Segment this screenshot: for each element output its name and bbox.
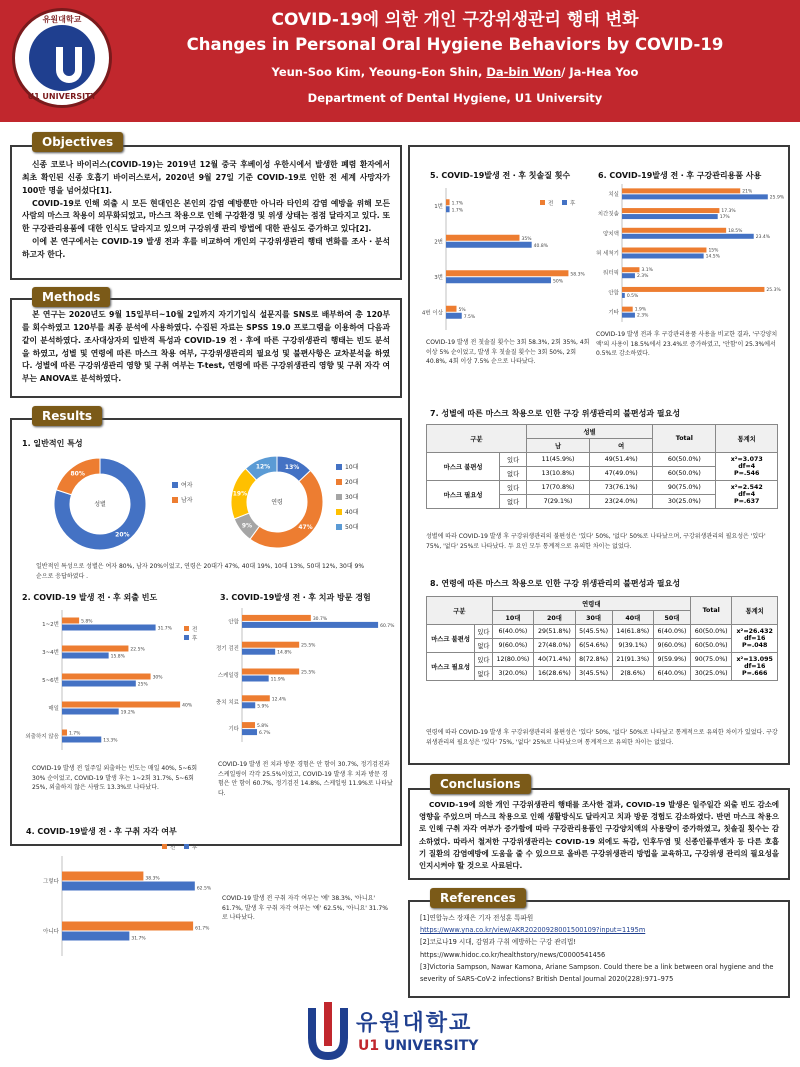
bar-value-label: 1.7% — [69, 731, 81, 737]
bar-value-label: 58.3% — [570, 272, 585, 278]
t7-h-male: 남 — [526, 439, 589, 453]
title-english: Changes in Personal Oral Hygiene Behaviors by COVID-19 — [186, 35, 724, 54]
bar-value-label: 23.4% — [755, 234, 771, 240]
bar-value-label: 15% — [708, 248, 719, 254]
footer-name-english: U1 UNIVERSITY — [358, 1038, 479, 1054]
objectives-p3: 이에 본 연구에서는 COVID-19 발생 전과 후를 비교하여 개인의 구강위생관리 행태 변화를 조사・분석하고자 한다. — [22, 237, 390, 260]
objectives-box — [10, 145, 402, 280]
s8-caption: 연령에 따라 COVID-19 발생 후 구강위생관리의 불편성은 '있다' 50%, '없다' 50%로 나타났고 통계적으로 유의한 차이가 있었다. 구강위생관리의 필요성은 '있다' 75%, '없다' 25%로 나타났으며 통계적으로 유의한 차이는 없었다. — [426, 729, 778, 746]
bar — [62, 737, 101, 743]
pie-slice-label: 19% — [232, 490, 248, 498]
ref-1-text: [1]연합뉴스 장재은 기자 전성훈 특파원 — [420, 914, 534, 922]
table-gender — [426, 424, 778, 509]
bar-value-label: 15.8% — [110, 654, 125, 660]
legend-label: 후 — [192, 636, 198, 642]
bar-value-label: 6.7% — [259, 731, 271, 737]
t8-h-age: 연령대 — [492, 597, 690, 611]
bar-value-label: 0.5% — [626, 293, 639, 299]
table-row: 마스크 필요성 있다 17(70.8%) 73(76.1%) 90(75.0%) x²=2.542 df=4 P=.637 — [427, 481, 778, 495]
references-box — [408, 900, 790, 998]
department: Department of Dental Hygiene, U1 University — [307, 91, 603, 105]
bar-category-label: 기타 — [608, 310, 619, 317]
bar-category-label: 1~2번 — [42, 622, 59, 628]
pie-slice-label: 47% — [298, 524, 313, 532]
bar-category-label: 4번 이상 — [421, 310, 443, 317]
s5-title: 5. COVID-19발생 전・후 칫솔질 횟수 — [430, 171, 571, 180]
pie-center-label: 연령 — [271, 499, 283, 506]
bar-value-label: 60.7% — [380, 623, 395, 629]
t8-h-stat: 통계치 — [732, 597, 778, 625]
bar-value-label: 61.7% — [195, 926, 210, 932]
bar — [446, 306, 457, 312]
bar-category-label: 양치액 — [603, 231, 619, 238]
bar-value-label: 5% — [458, 307, 466, 313]
bar-category-label: 스케일링 — [217, 673, 239, 679]
bar-value-label: 35% — [521, 236, 532, 242]
bar-value-label: 19.2% — [120, 710, 135, 716]
legend-label: 전 — [170, 845, 176, 851]
bar — [242, 615, 311, 621]
t7-h-stat: 통계치 — [716, 425, 778, 453]
s8-title: 8. 연령에 따른 마스크 착용으로 인한 구강 위생관리의 불편성과 필요성 — [430, 579, 681, 588]
bar-value-label: 2.3% — [636, 313, 649, 319]
bar — [622, 248, 706, 253]
bar-category-label: 치간칫솔 — [597, 211, 619, 218]
bar-category-label: 2번 — [434, 239, 443, 246]
s6-title: 6. COVID-19발생 전・후 구강관리용품 사용 — [598, 171, 762, 180]
bar — [62, 681, 136, 687]
conclusions-box — [408, 788, 790, 880]
bar-value-label: 30.7% — [312, 616, 328, 622]
bar — [242, 642, 299, 648]
bar-value-label: 1.9% — [634, 307, 647, 313]
bar — [62, 653, 109, 659]
bar-value-label: 31.7% — [131, 936, 146, 942]
bar-category-label: 워터픽 — [603, 270, 619, 277]
bar-category-label: 매일 — [48, 706, 59, 712]
bar — [62, 922, 193, 931]
bar-category-label: 정기 검진 — [215, 646, 239, 653]
bar-value-label: 17% — [719, 215, 730, 221]
bar-category-label: 그렇다 — [43, 879, 59, 885]
bar — [242, 702, 255, 708]
ref-2-link[interactable]: https://www.hidoc.co.kr/healthstory/news/C0000541456 — [420, 950, 606, 959]
table-row: 마스크 필요성 있다 12(80.0%) 40(71.4%) 8(72.8%) 21(91.3%) 9(59.9%) 90(75.0%) x²=13.095 df=16 P=.666 — [427, 653, 778, 667]
legend-swatch — [184, 626, 189, 631]
bar — [242, 622, 378, 628]
bar-value-label: 1.7% — [451, 208, 464, 214]
s6-caption: COVID-19 발생 전과 후 구강관리용품 사용을 비교한 결과, '구강양치액'의 사용이 18.5%에서 23.4%로 증가하였고, '안함'이 25.3%에서 0.5%로 감소하였다. — [596, 331, 778, 358]
legend-swatch — [184, 844, 189, 849]
bar-value-label: 12.4% — [271, 697, 287, 703]
bar-value-label: 30% — [152, 675, 163, 681]
footer-university-logo — [300, 1002, 500, 1064]
bar — [446, 242, 532, 248]
pie-age-legend: 10대 20대 30대 40대 50대 — [336, 462, 358, 537]
presenting-author: Da-bin Won — [486, 65, 562, 79]
bar-value-label: 5.9% — [257, 704, 269, 710]
bar-chart-oral-products — [592, 180, 788, 326]
s7-caption: 성별에 따라 COVID-19 발생 후 구강위생관리의 불편성은 '있다' 50%, '없다' 50%로 나타났으며, 구강위생관리의 필요성은 '있다' 75%, '없다' 25%로 나타났다. 두 요인 모두 통계적으로 유의한 차이는 없었다. — [426, 533, 766, 550]
bar — [622, 214, 718, 219]
legend-label: 전 — [548, 201, 554, 207]
pie-gender-legend: 여자 남자 — [172, 480, 193, 510]
bar-value-label: 2.3% — [636, 274, 649, 280]
bar — [622, 313, 635, 318]
t7-h-total: Total — [653, 425, 716, 453]
bar — [622, 208, 719, 213]
objectives-p2: COVID-19로 인해 외출 시 모든 현대인은 본인의 감염 예방뿐만 아니라 타인의 감염 예방을 위해 모든 사람의 마스크 착용이 의무화되었고, 마스크 착용으로 인해 구강환경 및 위생 상태는 점점 달라지고 있다. 또한 구강관리용품에 대한 인식도 달라지고 있으며 구강위생 관리 방법에 대한 관심도 증가하고 있다[2]. — [22, 198, 390, 234]
bar-value-label: 62.5% — [196, 886, 212, 892]
pie-slice-label: 9% — [241, 522, 253, 530]
pie-slice-label: 80% — [70, 470, 85, 478]
s7-title: 7. 성별에 따른 마스크 착용으로 인한 구강 위생관리의 불편성과 필요성 — [430, 409, 681, 418]
s3-title: 3. COVID-19발생 전・후 치과 방문 경험 — [220, 593, 371, 602]
bar — [622, 307, 633, 312]
bar — [62, 730, 67, 736]
pie-slice-label: 12% — [255, 463, 271, 471]
objectives-p1: 신종 코로나 바이러스(COVID-19)는 2019년 12월 중국 후베이성 우한시에서 발생한 폐렴 환자에서 최초 확인된 신종 호흡기 바이러스로서, 2020년 9월 27일 기준 COVID-19로 인한 전 세계 사망자가 100만 명을 넘어섰다[1]. — [22, 160, 390, 195]
logo-top-text: 유원대학교 — [42, 15, 82, 24]
bar — [622, 293, 625, 298]
authors: Yeun-Soo Kim, Yeoung-Eon Shin, Da-bin Won/ Ja-Hea Yoo — [271, 65, 639, 79]
bar — [622, 194, 768, 199]
t8-h-total: Total — [690, 597, 732, 625]
pie-slice-label: 20% — [115, 531, 130, 539]
bar — [242, 729, 257, 735]
table-row: 없다 3(20.0%) 16(28.6%) 3(45.5%) 2(8.6%) 6(40.0%) 30(25.0%) — [427, 667, 778, 681]
bar-category-label: 충치 치료 — [215, 699, 239, 706]
conclusions-text: COVID-19에 의한 개인 구강위생관리 행태를 조사한 결과, COVID-19 발생은 일주일간 외출 빈도 감소에 영향을 주었으며 마스크 착용으로 인해 생활방식도 달라지고 치과 방문 경험도 감소하였다. 반면 마스크 착용으로 인해 구취 자각 여부가 증가함에 따라 구강관리용품인 구강양치액의 사용량이 증가하였고, 칫솔질 횟수는 감소하였다. 따라서 철저한 구강위생관리는 COVID-19 외에도 독감, 인후두염 및 신종인플루엔자 등 다른 호흡기 질환의 감염예방에 도움을 줄 수 있으므로 올바른 구강위생관리 방법을 교육하고, 구강위생 관리의 필요성을 인지시켜야 할 것으로 사료된다. — [419, 800, 779, 871]
bar — [62, 674, 151, 680]
s1-title: 1. 일반적인 특성 — [22, 439, 83, 448]
bar — [62, 932, 129, 941]
bar-value-label: 1.7% — [451, 201, 464, 207]
logo-bottom-text: U1 UNIVERSITY — [27, 92, 97, 101]
methods-text: 본 연구는 2020년도 9월 15일부터~10월 2일까지 자기기입식 설문지를 SNS로 배부하여 총 120부를 회수하였고 120부를 최종 분석에 사용하였다. 수집된 자료는 SPSS 19.0 프로그램을 이용하여 다음과 같이 분석하였다. 조사대상자의 일반적 특성과 COVID-19 전・후에 따른 구강위생관리 행태는 빈도 분석을 하였고, 성별 및 연령에 따른 마스크 착용 여부, 구강위생관리의 필요성 및 불편사항은 교차분석을 하였다. 성별에 따른 구강위생관리 영향 및 구취 여부는 T-test, 연령에 따른 구강위생관리 영향 및 구취 자각 여부는 ANOVA로 분석하였다. — [22, 310, 390, 384]
bar-value-label: 25.5% — [301, 643, 316, 649]
bar-value-label: 40.8% — [533, 243, 548, 249]
bar-category-label: 아니다 — [43, 929, 59, 935]
bar-value-label: 5.8% — [257, 724, 269, 730]
bar-category-label: 3번 — [434, 274, 443, 281]
bar-value-label: 40% — [182, 703, 193, 709]
bar — [62, 618, 79, 624]
bar — [622, 273, 635, 278]
bar-value-label: 31.7% — [157, 626, 172, 632]
bar-chart-brushing — [418, 184, 588, 334]
bar — [446, 270, 568, 276]
s3-caption: COVID-19 발생 전 치과 방문 경험은 안 함이 30.7%, 정기검진과 스케일링이 각각 25.5%이었고, COVID-19 발생 후 치과 방문 경험은 안 함이 60.7%, 정기검진 14.8%, 스케일링 11.9%로 나타났다. — [218, 761, 393, 797]
objectives-tag: Objectives — [32, 132, 123, 152]
s1-caption: 일반적인 특성으로 성별은 여자 80%, 남자 20%이었고, 연령은 20대가 47%, 40대 19%, 10대 13%, 50대 12%, 30대 9% 순으로 응답하였다 . — [36, 563, 365, 580]
bar-value-label: 14.5% — [705, 254, 720, 260]
ref-1-link[interactable]: https://www.yna.co.kr/view/AKR20200928001500109?input=1195m — [420, 926, 646, 935]
legend-label: 후 — [570, 201, 576, 207]
table-row: 마스크 불편성 있다 11(45.9%) 49(51.4%) 60(50.0%) x²=3.073 df=4 P=.546 — [427, 453, 778, 467]
table-row: 없다 7(29.1%) 23(24.0%) 30(25.0%) — [427, 495, 778, 509]
bar — [62, 882, 195, 891]
bar-chart-dental-visit — [210, 606, 395, 746]
pie-slice — [250, 471, 323, 548]
bar — [622, 254, 704, 259]
conclusions-tag: Conclusions — [430, 774, 531, 794]
footer-name-korean: 유원대학교 — [356, 1011, 473, 1036]
t7-h-female: 여 — [590, 439, 653, 453]
university-seal-logo — [12, 8, 112, 108]
university-u-mark-icon — [306, 1002, 350, 1062]
bar-value-label: 14.8% — [277, 650, 292, 656]
legend-swatch — [540, 200, 545, 205]
methods-tag: Methods — [32, 287, 110, 307]
title-korean: COVID-19에 의한 개인 구강위생관리 행태 변화 — [271, 10, 639, 30]
bar — [622, 228, 726, 233]
s5-caption: COVID-19 발생 전 칫솔질 횟수는 3회 58.3%, 2회 35%, 4회 이상 5% 순이었고, 발생 후 칫솔질 횟수는 3회 50%, 2회 40.8%, 4회 이상 7.5% 순으로 나타났다. — [426, 339, 590, 366]
bar — [622, 287, 764, 292]
bar-chart-halitosis — [22, 840, 212, 960]
pie-gender-chart — [38, 452, 168, 552]
bar — [62, 709, 119, 715]
bar — [242, 649, 275, 655]
bar-category-label: 안함 — [228, 619, 239, 626]
bar-value-label: 25.9% — [769, 195, 785, 201]
methods-box — [10, 298, 402, 398]
bar-value-label: 3.1% — [641, 268, 653, 274]
legend-label: 후 — [192, 845, 198, 851]
s4-caption: COVID-19 발생 전 구취 자각 여부는 '예' 38.3%, '아니요' 61.7%, 발생 후 구취 자각 여부는 '예' 62.5%, '아니요' 31.7%로 나타났다. — [222, 895, 388, 922]
bar-category-label: 혀 세척기 — [595, 251, 619, 257]
bar-value-label: 17.3% — [721, 209, 736, 215]
t8-h-group: 구분 — [427, 597, 493, 625]
bar — [622, 234, 754, 239]
pie-center-label: 성별 — [94, 501, 106, 508]
bar-value-label: 50% — [553, 279, 564, 285]
bar-value-label: 7.5% — [463, 314, 476, 320]
bar — [62, 702, 180, 708]
t7-h-group: 구분 — [427, 425, 527, 453]
bar-category-label: 기타 — [228, 726, 239, 733]
bar-chart-outing — [22, 606, 202, 754]
bar-value-label: 21% — [742, 189, 753, 195]
bar-category-label: 안함 — [608, 290, 619, 297]
bar — [62, 625, 156, 631]
legend-swatch — [562, 200, 567, 205]
bar — [62, 646, 128, 652]
bar — [622, 188, 740, 193]
table-row: 마스크 불편성 있다 6(40.0%) 29(51.8%) 5(45.5%) 14(61.8%) 6(40.0%) 60(50.0%) x²=26.432 df=16 P=.048 — [427, 625, 778, 639]
bar — [242, 722, 255, 728]
bar — [446, 199, 450, 205]
legend-label: 전 — [192, 627, 198, 633]
t7-h-gender: 성별 — [526, 425, 652, 439]
table-row: 없다 9(60.0%) 27(48.0%) 6(54.6%) 9(39.1%) 9(60.0%) 60(50.0%) — [427, 639, 778, 653]
bar-value-label: 18.5% — [728, 228, 743, 234]
bar-value-label: 13.3% — [103, 738, 118, 744]
s2-title: 2. COVID-19 발생 전・후 외출 빈도 — [22, 593, 158, 602]
bar-value-label: 11.9% — [270, 677, 285, 683]
bar-value-label: 5.8% — [81, 619, 93, 625]
bar — [242, 695, 270, 701]
bar-category-label: 치실 — [608, 191, 619, 198]
bar — [446, 277, 551, 283]
bar — [446, 206, 450, 212]
bar-value-label: 38.3% — [145, 876, 160, 882]
table-row: 없다 13(10.8%) 47(49.0%) 60(50.0%) — [427, 467, 778, 481]
bar-value-label: 25% — [137, 682, 148, 688]
table-age: 구분 연령대 Total 통계치 10대 20대 30대 40대 50대 마스크 불편성 있다 6(40.0%) 29(51.8%) 5(45.5%) 14(61.8%) 6(40.0%) 60(50.0%) x²=26.432 df=16 P=.048 없다 9(60.0%) 27(48.0%) 6(54.6%) 9(39.1%) 9(60.0%) 60(50.0%) 마스크 필요성 있다 12(80.0%) 40(71.4%) 8(72.8%) 21(91.3%) 9(59.9%) 90(75.0%) x²=13.095 df=16 P=.666 없다 3(20.0%) 16(28.6%) 3(45.5%) 2(8.6%) 6(40.0%) 30(25.0%) — [426, 596, 778, 681]
bar — [446, 313, 462, 319]
references-tag: References — [430, 888, 526, 908]
bar — [622, 267, 639, 272]
s2-caption: COVID-19 발생 전 일주일 외출하는 빈도는 매일 40%, 5~6회 30% 순이었고, COVID-19 발생 후는 1~2회 31.7%, 5~6회 25%, 외출하지 않은 사람도 13.3%로 나타났다. — [32, 765, 198, 792]
s4-title: 4. COVID-19발생 전・후 구취 자각 여부 — [26, 827, 177, 836]
bar — [446, 235, 520, 241]
bar-category-label: 외출하지 않음 — [25, 734, 59, 740]
results-tag: Results — [32, 406, 102, 426]
bar — [242, 676, 269, 682]
pie-age-chart — [222, 452, 332, 552]
bar-category-label: 3~4번 — [42, 650, 59, 656]
bar-value-label: 25.5% — [301, 670, 316, 676]
bar — [62, 872, 143, 881]
legend-swatch — [184, 635, 189, 640]
bar-value-label: 22.5% — [130, 647, 145, 653]
poster-header — [0, 0, 800, 122]
ref-2-text: [2]코로나19 시대, 감염과 구취 예방하는 구강 관리법! — [420, 938, 577, 947]
bar-category-label: 5~6번 — [42, 678, 59, 684]
bar-value-label: 25.3% — [766, 287, 781, 293]
ref-3-text: [3]Victoria Sampson, Nawar Kamona, Ariane Sampson. Could there be a link between oral hygiene and the severity of SARS-CoV-2 infections? British Dental Journal 2020(228):971–975 — [420, 962, 774, 983]
legend-swatch — [162, 844, 167, 849]
pie-slice-label: 13% — [284, 464, 300, 472]
bar-category-label: 1번 — [434, 203, 443, 210]
bar — [242, 669, 299, 675]
